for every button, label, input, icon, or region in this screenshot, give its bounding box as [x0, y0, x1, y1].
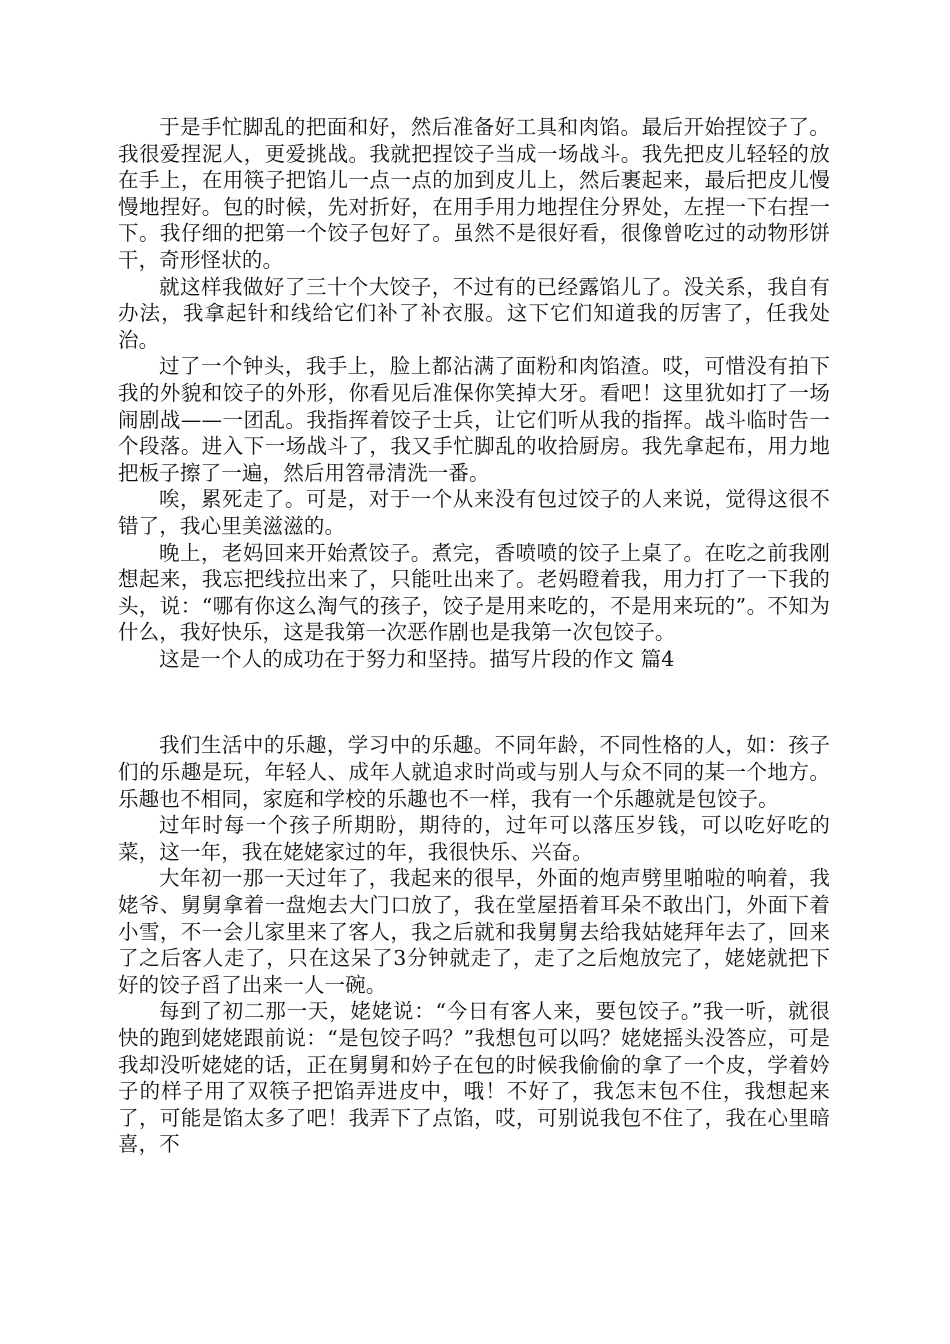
paragraph-kitchen-battle: 过了一个钟头，我手上，脸上都沾满了面粉和肉馅渣。哎，可惜没有拍下我的外貌和饺子的外形，你看见后准保你笑掉大牙。看吧！这里犹如打了一场闹剧战——一团乱。我指挥着饺子士兵，让它们听从我的指挥。战斗临时告一个段落。进入下一场战斗了，我又手忙脚乱的收拾厨房。我先拿起布，用力地把板子擦了一遍，然后用笤帚清洗一番。 [118, 354, 830, 485]
section-heading-piece-4: 这是一个人的成功在于努力和坚持。描写片段的作文 篇4 [159, 646, 675, 671]
paragraph-first-day: 大年初一那一天过年了，我起来的很早，外面的炮声劈里啪啦的响着，我姥爷、舅舅拿着一盘炮去大门口放了，我在堂屋捂着耳朵不敢出门，外面下着小雪，不一会儿家里来了客人，我之后就和我舅舅去给我姑姥拜年去了，回来了之后客人走了，只在这呆了3分钟就走了，走了之后炮放完了，姥姥就把下好的饺子舀了出来一人一碗。 [118, 866, 830, 997]
paragraph-second-day: 每到了初二那一天，姥姥说：“今日有客人来，要包饺子。”我一听，就很快的跑到姥姥跟前说：“是包饺子吗？”我想包可以吗？姥姥摇头没答应，可是我却没听姥姥的话，正在舅舅和妗子在包的时候我偷偷的拿了一个皮，学着妗子的样子用了双筷子把馅弄进皮中，哦！不好了，我怎末包不住，我想起来了，可能是馅太多了吧！我弄下了点馅，哎，可别说我包不住了，我在心里暗喜，不 [118, 999, 830, 1157]
paragraph-tired: 唉，累死走了。可是，对于一个从来没有包过饺子的人来说，觉得这很不错了，我心里美滋滋的。 [118, 487, 830, 538]
document-page [118, 114, 830, 1158]
paragraph-dumpling-making: 于是手忙脚乱的把面和好，然后准备好工具和肉馅。最后开始捏饺子了。我很爱捏泥人，更爱挑战。我就把捏饺子当成一场战斗。我先把皮儿轻轻的放在手上，在用筷子把馅儿一点一点的加到皮儿上，然后裹起来，最后把皮儿慢慢地捏好。包的时候，先对折好，在用手用力地捏住分界处，左捏一下右捏一下。我仔细的把第一个饺子包好了。虽然不是很好看，很像曾吃过的动物形饼干，奇形怪状的。 [118, 115, 830, 272]
paragraph-new-year: 过年时每一个孩子所期盼，期待的，过年可以落压岁钱，可以吃好吃的菜，这一年，我在姥姥家过的年，我很快乐、兴奋。 [118, 813, 830, 864]
paragraph-thirty-dumplings: 就这样我做好了三十个大饺子，不过有的已经露馅儿了。没关系，我自有办法，我拿起针和线给它们补了补衣服。这下它们知道我的厉害了，任我处治。 [118, 274, 830, 352]
section-gap [118, 672, 830, 732]
paragraph-evening: 晚上，老妈回来开始煮饺子。煮完，香喷喷的饺子上桌了。在吃之前我刚想起来，我忘把线拉出来了，只能吐出来了。老妈瞪着我，用力打了一下我的头，说：“哪有你这么淘气的孩子，饺子是用来吃的，不是用来玩的”。不知为什么，我好快乐，这是我第一次恶作剧也是我第一次包饺子。 [118, 540, 830, 645]
paragraph-joy-of-life: 我们生活中的乐趣，学习中的乐趣。不同年龄，不同性格的人，如：孩子们的乐趣是玩，年轻人、成年人就追求时尚或与别人与众不同的某一个地方。乐趣也不相同，家庭和学校的乐趣也不一样，我有一个乐趣就是包饺子。 [118, 733, 830, 811]
